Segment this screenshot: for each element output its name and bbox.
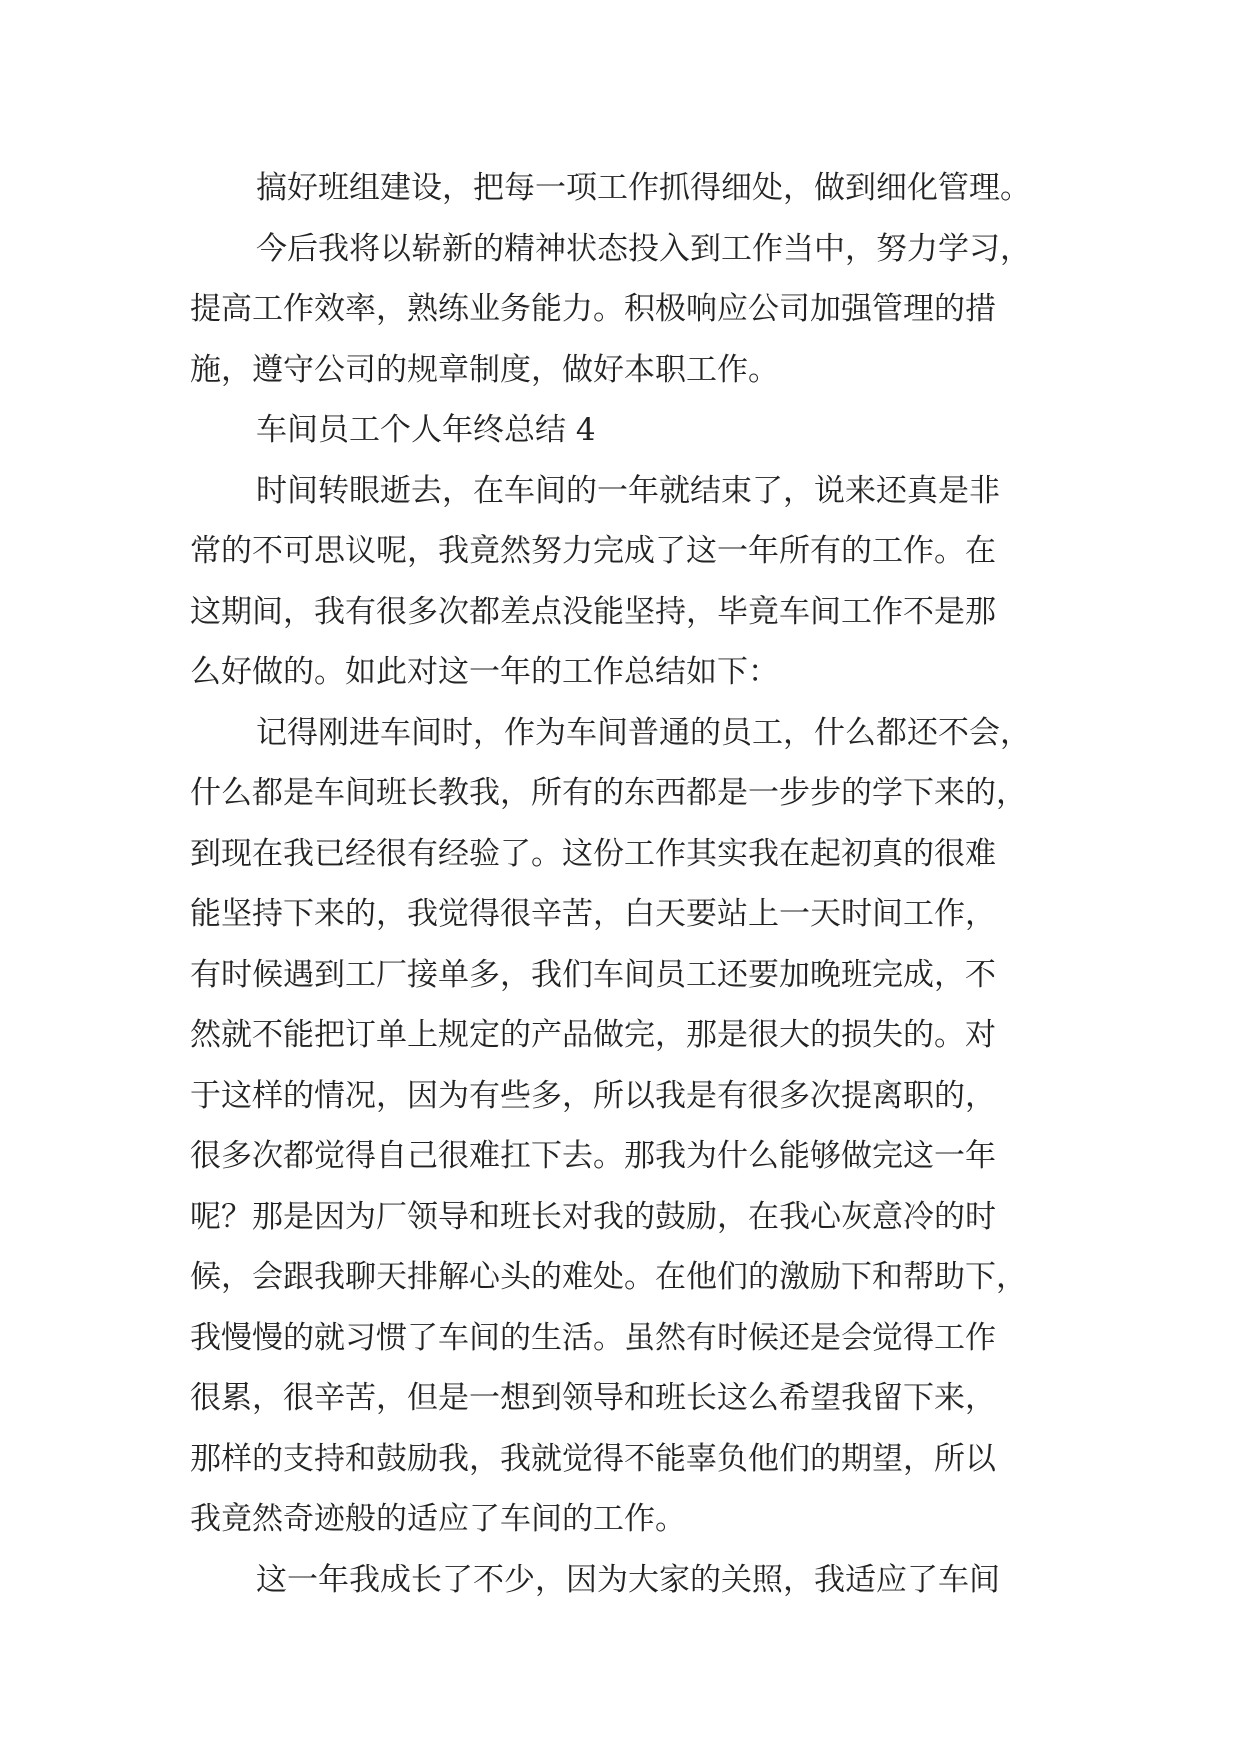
text-line: 很多次都觉得自己很难扛下去。那我为什么能够做完这一年 xyxy=(190,1138,996,1174)
text-line: 记得刚进车间时，作为车间普通的员工，什么都还不会， xyxy=(256,714,1031,751)
text-line: 到现在我已经很有经验了。这份工作其实我在起初真的很难 xyxy=(190,835,996,872)
text-line: 然就不能把订单上规定的产品做完，那是很大的损失的。对 xyxy=(190,1017,996,1053)
document-body xyxy=(190,158,1085,1610)
text-line: 能坚持下来的，我觉得很辛苦，白天要站上一天时间工作， xyxy=(190,896,996,932)
text-line: 么好做的。如此对这一年的工作总结如下： xyxy=(190,654,779,690)
text-line: 于这样的情况，因为有些多，所以我是有很多次提离职的， xyxy=(190,1077,996,1114)
text-line: 呢？那是因为厂领导和班长对我的鼓励，在我心灰意冷的时 xyxy=(190,1198,996,1235)
text-line: 很累，很辛苦，但是一想到领导和班长这么希望我留下来， xyxy=(190,1380,996,1416)
text-line: 时间转眼逝去，在车间的一年就结束了，说来还真是非 xyxy=(256,472,1000,509)
text-line: 提高工作效率，熟练业务能力。积极响应公司加强管理的措 xyxy=(190,291,996,327)
text-line: 常的不可思议呢，我竟然努力完成了这一年所有的工作。在 xyxy=(190,533,996,569)
text-line: 那样的支持和鼓励我，我就觉得不能辜负他们的期望，所以 xyxy=(190,1440,996,1477)
text-line: 我慢慢的就习惯了车间的生活。虽然有时候还是会觉得工作 xyxy=(190,1319,996,1356)
text-line: 我竟然奇迹般的适应了车间的工作。 xyxy=(190,1501,686,1537)
text-line: 什么都是车间班长教我，所有的东西都是一步步的学下来的， xyxy=(190,775,1027,811)
text-line: 搞好班组建设，把每一项工作抓得细处，做到细化管理。 xyxy=(256,170,1031,206)
text-line: 这期间，我有很多次都差点没能坚持，毕竟车间工作不是那 xyxy=(190,593,996,630)
section-heading: 车间员工个人年终总结 4 xyxy=(256,412,596,448)
text-line: 有时候遇到工厂接单多，我们车间员工还要加晚班完成，不 xyxy=(190,956,996,993)
text-line: 施，遵守公司的规章制度，做好本职工作。 xyxy=(190,351,779,388)
text-line: 今后我将以崭新的精神状态投入到工作当中，努力学习， xyxy=(256,230,1031,267)
text-line: 这一年我成长了不少，因为大家的关照，我适应了车间 xyxy=(256,1561,1000,1598)
text-line: 候，会跟我聊天排解心头的难处。在他们的激励下和帮助下， xyxy=(190,1259,1027,1295)
